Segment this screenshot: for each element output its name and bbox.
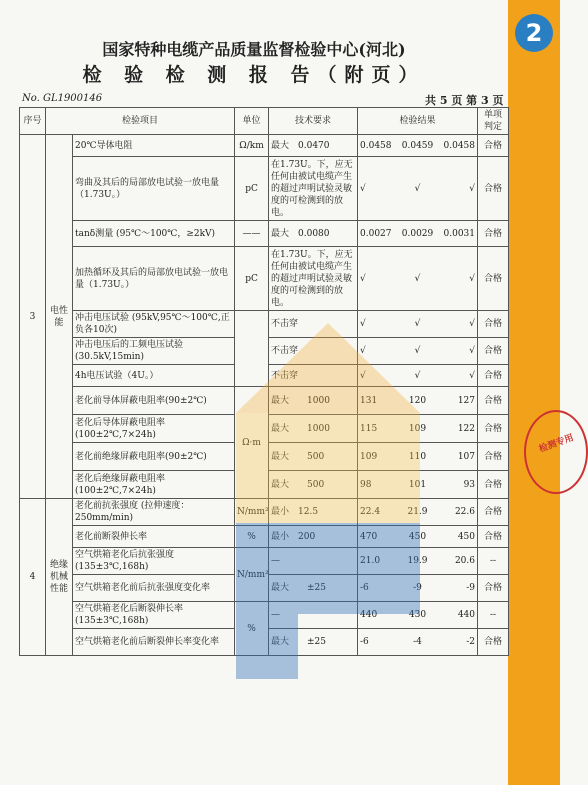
result-cell (358, 338, 478, 365)
group-no: 4 (20, 499, 46, 656)
group-name: 绝缘机械性能 (46, 499, 73, 656)
header-verdict: 单项判定 (478, 108, 509, 135)
test-item: 20℃导体电阻 (73, 135, 235, 157)
verdict-cell: 合格 (478, 415, 509, 443)
result-value: √ (414, 370, 421, 381)
unit-cell: pC (235, 247, 269, 311)
result-cell (358, 526, 478, 548)
result-value: 98 (360, 479, 372, 490)
result-value: 0.0458 (360, 140, 392, 151)
result-value: √ (360, 370, 366, 381)
result-value: -9 (466, 583, 476, 593)
result-value: 115 (360, 423, 378, 434)
result-value: 450 (408, 531, 427, 542)
result-value: 470 (360, 531, 378, 542)
result-cell (358, 387, 478, 415)
verdict-cell: 合格 (478, 135, 509, 157)
result-cell (358, 415, 478, 443)
result-cell (358, 247, 478, 311)
result-value: √ (414, 346, 421, 356)
requirement-cell: 最大 1000 (269, 415, 358, 443)
verdict-cell: 合格 (478, 365, 509, 387)
requirement-cell: 不击穿 (269, 311, 358, 338)
result-value: -9 (413, 583, 422, 593)
result-value: 127 (457, 395, 476, 406)
result-value: 0.0027 (360, 228, 392, 239)
result-value: 93 (463, 479, 476, 490)
result-values (360, 636, 475, 648)
result-values (360, 395, 475, 407)
test-item: 加热循环及其后的局部放电试验一放电量（1.73U。） (73, 247, 235, 311)
result-value: 101 (408, 479, 427, 490)
verdict-cell: 合格 (478, 387, 509, 415)
unit-cell: % (235, 602, 269, 656)
test-item: 冲击电压后的工频电压试验 (30.5kV,15min) (73, 338, 235, 365)
report-title: 检 验 检 测 报 告（附页） (82, 64, 426, 86)
table-row (20, 499, 509, 526)
result-value: 0.0031 (443, 228, 476, 239)
result-value: 110 (408, 451, 427, 462)
unit-cell: —— (235, 221, 269, 247)
verdict-cell: 合格 (478, 526, 509, 548)
result-values (360, 370, 475, 382)
result-cell (358, 157, 478, 221)
result-cell (358, 443, 478, 471)
table-row (20, 135, 509, 157)
test-item: 弯曲及其后的局部放电试验一放电量（1.73U。） (73, 157, 235, 221)
result-value: 20.6 (454, 556, 475, 566)
test-item: 空气烘箱老化前后抗张强度变化率 (73, 575, 235, 602)
requirement-cell: 在1.73U。下，应无任何由被试电缆产生的超过声明试验灵敏度的可检测到的放电。 (269, 157, 358, 221)
unit-cell (235, 311, 269, 387)
result-values (360, 531, 475, 543)
verdict-cell: -- (478, 548, 509, 575)
header-item: 检验项目 (46, 108, 235, 135)
result-value: -6 (360, 637, 369, 647)
header-unit: 单位 (235, 108, 269, 135)
requirement-cell: 最小 200 (269, 526, 358, 548)
result-values (360, 345, 475, 357)
report-issuer: 国家特种电缆产品质量监督检验中心(河北) (102, 40, 406, 59)
requirement-cell: 最大 500 (269, 471, 358, 499)
result-value: 22.4 (360, 507, 381, 517)
requirement-cell: — (269, 548, 358, 575)
result-values (360, 582, 475, 594)
result-value: 107 (457, 451, 476, 462)
verdict-cell: 合格 (478, 443, 509, 471)
result-value: 109 (408, 423, 427, 434)
result-values (360, 423, 475, 435)
requirement-cell: 最大 1000 (269, 387, 358, 415)
result-values (360, 479, 475, 491)
verdict-cell: -- (478, 602, 509, 629)
requirement-cell: 不击穿 (269, 365, 358, 387)
test-item: 空气烘箱老化后断裂伸长率 (135±3℃,168h) (73, 602, 235, 629)
unit-cell: Ω·m (235, 387, 269, 499)
result-values (360, 318, 475, 330)
result-value: √ (469, 183, 476, 194)
table-row (20, 221, 509, 247)
result-value: √ (360, 183, 366, 194)
requirement-cell: 最大 0.0470 (269, 135, 358, 157)
result-value: -2 (466, 637, 476, 647)
result-cell (358, 575, 478, 602)
verdict-cell: 合格 (478, 247, 509, 311)
test-item: 老化后绝缘屏蔽电阻率(100±2℃,7×24h) (73, 471, 235, 499)
test-item: 空气烘箱老化后抗张强度 (135±3℃,168h) (73, 548, 235, 575)
result-value: √ (360, 319, 366, 329)
result-values (360, 451, 475, 463)
result-cell (358, 471, 478, 499)
result-value: √ (469, 273, 476, 284)
requirement-cell: 最小 12.5 (269, 499, 358, 526)
test-item: 老化前导体屏蔽电阻率(90±2℃) (73, 387, 235, 415)
requirement-cell: 最大 ±25 (269, 629, 358, 656)
result-value: √ (469, 319, 476, 329)
result-value: √ (469, 370, 476, 381)
table-row (20, 387, 509, 415)
result-value: 120 (408, 395, 427, 406)
requirement-cell: 最大 500 (269, 443, 358, 471)
verdict-cell: 合格 (478, 221, 509, 247)
result-value: 0.0459 (401, 140, 434, 151)
brand-logo-icon: 2 (515, 14, 553, 52)
result-values (360, 273, 475, 285)
result-value: 0.0458 (443, 140, 476, 151)
result-cell (358, 602, 478, 629)
verdict-cell: 合格 (478, 311, 509, 338)
result-values (360, 183, 475, 195)
result-value: √ (414, 273, 421, 284)
table-header-row (20, 108, 509, 135)
red-seal-stamp: 检测专用 (524, 410, 588, 494)
unit-cell: N/mm² (235, 548, 269, 602)
result-value: -6 (360, 583, 369, 593)
verdict-cell: 合格 (478, 575, 509, 602)
result-values (360, 228, 475, 240)
result-value: √ (414, 183, 421, 194)
requirement-cell: 不击穿 (269, 338, 358, 365)
test-item: 4h电压试验（4U。） (73, 365, 235, 387)
header-requirement: 技术要求 (269, 108, 358, 135)
page-info: 共 5 页 第 3 页 (425, 94, 504, 107)
result-cell (358, 135, 478, 157)
result-cell (358, 499, 478, 526)
requirement-cell: — (269, 602, 358, 629)
result-value: 19.9 (407, 556, 428, 566)
result-values (360, 506, 475, 518)
document-number: No. GL1900146 (22, 93, 103, 104)
verdict-cell: 合格 (478, 157, 509, 221)
result-value: 430 (408, 610, 427, 620)
unit-cell: N/mm² (235, 499, 269, 526)
table-row (20, 526, 509, 548)
test-results-table (19, 107, 509, 656)
result-value: 450 (457, 531, 476, 542)
test-item: tanδ测量 (95℃～100℃，≥2kV) (73, 221, 235, 247)
unit-cell: % (235, 526, 269, 548)
requirement-cell: 在1.73U。下，应无任何由被试电缆产生的超过声明试验灵敏度的可检测到的放电。 (269, 247, 358, 311)
verdict-cell: 合格 (478, 629, 509, 656)
table-row (20, 157, 509, 221)
test-item: 空气烘箱老化前后断裂伸长率变化率 (73, 629, 235, 656)
side-color-band (508, 0, 560, 785)
unit-cell: Ω/km (235, 135, 269, 157)
result-value: 22.6 (454, 507, 475, 517)
result-value: 21.9 (407, 507, 428, 517)
result-value: 0.0029 (401, 228, 434, 239)
result-value: 440 (360, 610, 378, 620)
table-row (20, 311, 509, 338)
result-value: 131 (360, 395, 378, 406)
result-value: 109 (360, 451, 378, 462)
unit-cell: pC (235, 157, 269, 221)
table-row (20, 602, 509, 629)
result-value: 122 (457, 423, 476, 434)
result-value: √ (414, 319, 421, 329)
test-item: 老化前抗张强度 (拉伸速度：250mm/min) (73, 499, 235, 526)
verdict-cell: 合格 (478, 338, 509, 365)
result-cell (358, 629, 478, 656)
result-values (360, 140, 475, 152)
result-cell (358, 548, 478, 575)
group-name: 电性能 (46, 135, 73, 499)
verdict-cell: 合格 (478, 471, 509, 499)
table-row (20, 247, 509, 311)
result-value: √ (469, 346, 476, 356)
requirement-cell: 最大 0.0080 (269, 221, 358, 247)
result-cell (358, 365, 478, 387)
test-item: 老化前绝缘屏蔽电阻率(90±2℃) (73, 443, 235, 471)
result-value: √ (360, 273, 366, 284)
test-item: 冲击电压试验 (95kV,95℃～100℃,正负各10次) (73, 311, 235, 338)
verdict-cell: 合格 (478, 499, 509, 526)
result-value: 440 (457, 610, 476, 620)
result-cell (358, 221, 478, 247)
result-values (360, 609, 475, 621)
result-value: 21.0 (360, 556, 381, 566)
table-row (20, 548, 509, 575)
result-value: √ (360, 346, 366, 356)
result-cell (358, 311, 478, 338)
result-value: -4 (413, 637, 422, 647)
header-result: 检验结果 (358, 108, 478, 135)
group-no: 3 (20, 135, 46, 499)
test-item: 老化前断裂伸长率 (73, 526, 235, 548)
requirement-cell: 最大 ±25 (269, 575, 358, 602)
header-no: 序号 (20, 108, 46, 135)
test-item: 老化后导体屏蔽电阻率(100±2℃,7×24h) (73, 415, 235, 443)
result-values (360, 555, 475, 567)
